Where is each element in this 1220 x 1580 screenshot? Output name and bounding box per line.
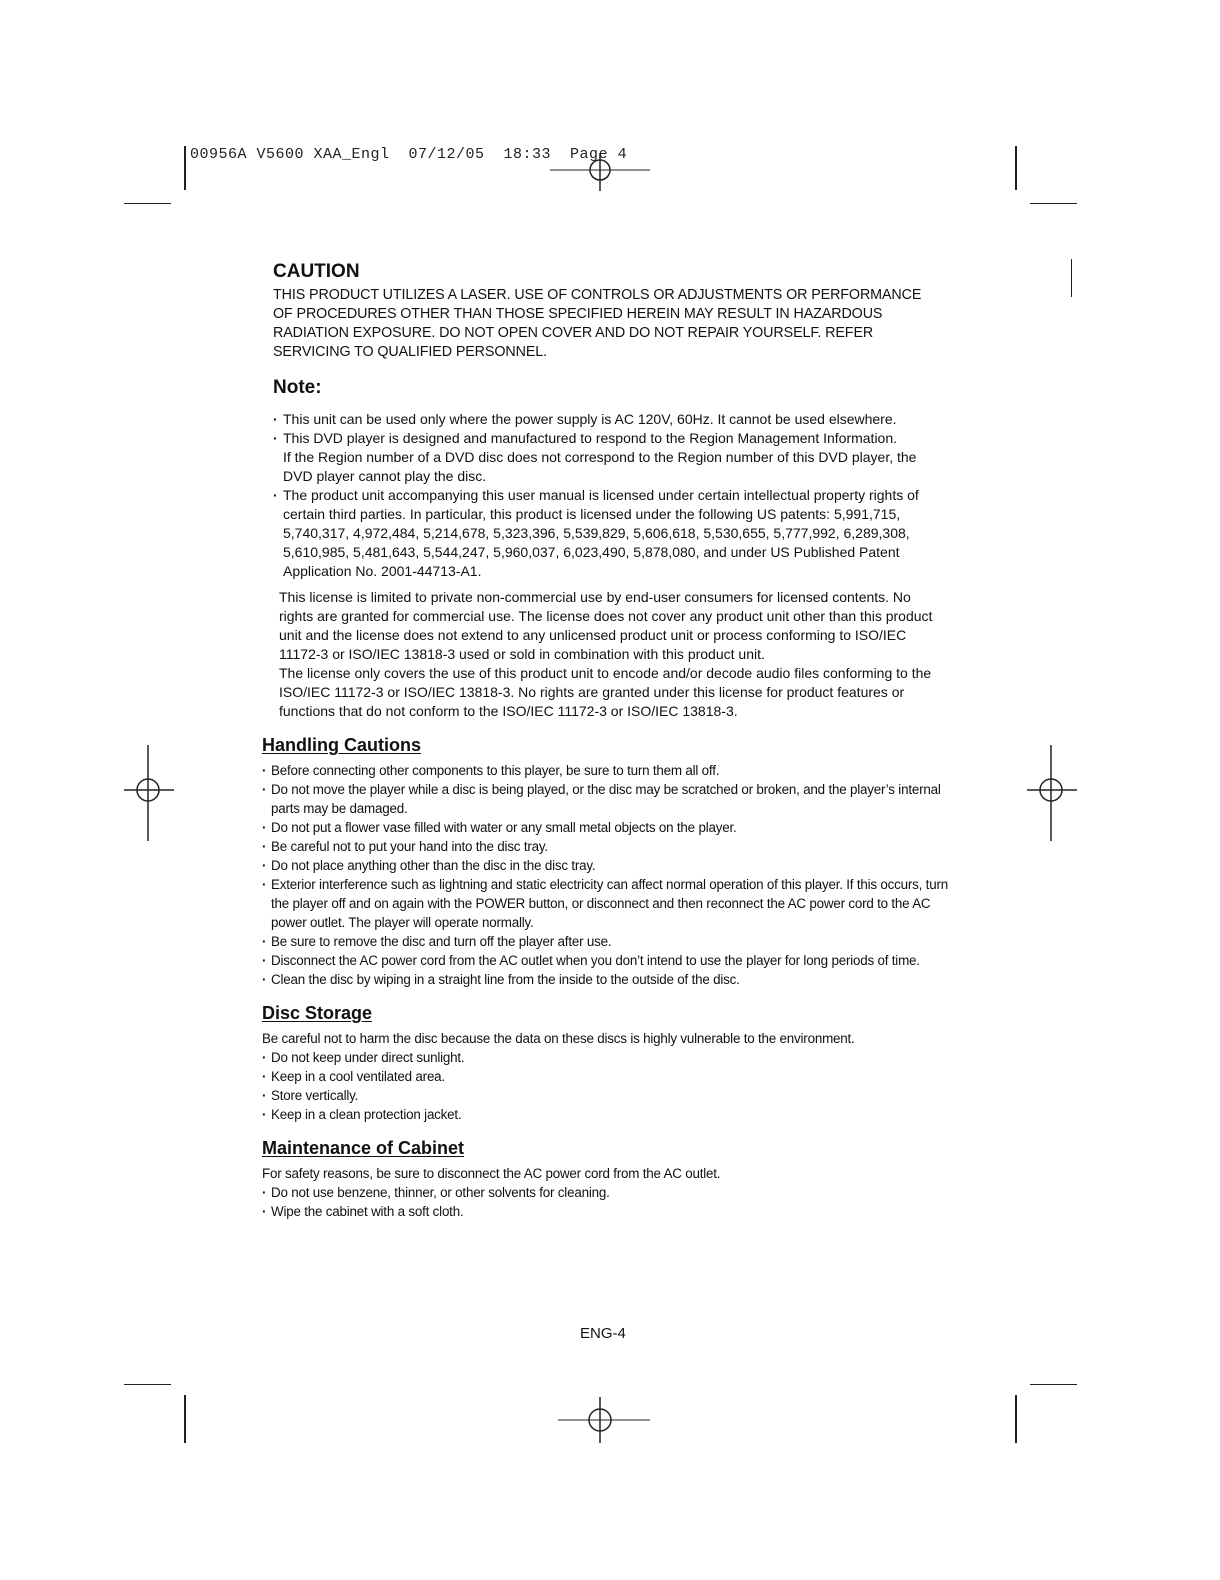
list-item: · Clean the disc by wiping in a straight line from the inside to the outside of the disc.	[262, 970, 951, 989]
disc-storage-heading: Disc Storage	[262, 1003, 373, 1023]
handling-cautions-list	[262, 761, 952, 989]
license-paragraph: The license only covers the use of this product unit to encode and/or decode audio files conforming to the ISO/IEC 11172-3 or ISO/IEC 13818-3. No rights are granted under this license for product features or functions that do not conform to the ISO/IEC 11172-3 or ISO/IEC 13818-3.	[279, 665, 932, 719]
crop-mark-top-right-vertical	[1015, 146, 1017, 190]
crop-mark-bottom-left-horizontal	[124, 1384, 171, 1385]
license-paragraph: This license is limited to private non-commercial use by end-user consumers for licensed contents. No rights are granted for commercial use. The license does not cover any product unit other than this product unit and the license does not extend to any unlicensed product unit or process conforming to ISO/IEC 11172-3 or ISO/IEC 13818-3 used or sold in combination with this product unit.	[279, 589, 933, 662]
print-slug: 00956A V5600 XAA_Engl 07/12/05 18:33 Page 4	[190, 146, 628, 163]
list-item: · Do not place anything other than the disc in the disc tray.	[262, 856, 951, 875]
list-item: · This DVD player is designed and manufactured to respond to the Region Management Information. If the Region number of a DVD disc does not correspond to the Region number of this DVD player, the DVD player cannot play the disc.	[273, 429, 943, 486]
list-item: · Do not put a flower vase filled with water or any small metal objects on the player.	[262, 818, 951, 837]
caution-text: THIS PRODUCT UTILIZES A LASER. USE OF CONTROLS OR ADJUSTMENTS OR PERFORMANCE OF PROCEDURES OTHER THAN THOSE SPECIFIED HEREIN MAY RESULT IN HAZARDOUS RADIATION EXPOSURE. DO NOT OPEN COVER AND DO NOT REPAIR YOURSELF. REFER SERVICING TO QUALIFIED PERSONNEL.	[273, 287, 922, 360]
caution-heading: CAUTION	[273, 261, 360, 282]
crop-mark-bottom-right-vertical	[1015, 1395, 1017, 1443]
crop-mark-top-right-horizontal	[1030, 203, 1077, 204]
list-item: · Be careful not to put your hand into the disc tray.	[262, 837, 951, 856]
list-item: · Disconnect the AC power cord from the AC outlet when you don’t intend to use the player for long periods of time.	[262, 951, 951, 970]
list-item: · This unit can be used only where the power supply is AC 120V, 60Hz. It cannot be used elsewhere.	[273, 410, 943, 429]
manual-page-content	[262, 260, 952, 1221]
list-item: · Keep in a clean protection jacket.	[262, 1105, 951, 1124]
maintenance-intro: For safety reasons, be sure to disconnect the AC power cord from the AC outlet.	[262, 1166, 721, 1181]
list-item: · Keep in a cool ventilated area.	[262, 1067, 951, 1086]
disc-storage-list	[262, 1048, 952, 1124]
page-number: ENG-4	[580, 1325, 626, 1342]
list-item: · Wipe the cabinet with a soft cloth.	[262, 1202, 951, 1221]
list-item: · The product unit accompanying this user manual is licensed under certain intellectual property rights of certain third parties. In particular, this product is licensed under the following US patents: 5,991,715, 5,740,317, 4,972,484, 5,214,678, 5,323,396, 5,539,829, 5,606,618, 5,530,655, 5,777,992, 6,289,308, 5,610,985, 5,481,643, 5,544,247, 5,960,037, 6,023,490, 5,878,080, and under US Published Patent Application No. 2001-44713-A1.	[273, 486, 943, 581]
list-item: · Be sure to remove the disc and turn off the player after use.	[262, 932, 951, 951]
maintenance-list	[262, 1183, 952, 1221]
crop-mark-top-left-horizontal	[124, 203, 171, 204]
note-heading: Note:	[273, 377, 322, 398]
crop-mark-bottom-left-vertical	[184, 1395, 186, 1443]
registration-mark-left-icon	[124, 745, 174, 841]
registration-mark-bottom-icon	[558, 1397, 650, 1443]
margin-rule-right	[1071, 259, 1072, 297]
registration-mark-right-icon	[1027, 745, 1077, 841]
list-item: · Do not move the player while a disc is being played, or the disc may be scratched or broken, and the player’s internal parts may be damaged.	[262, 780, 951, 818]
list-item: · Do not keep under direct sunlight.	[262, 1048, 951, 1067]
list-item: · Do not use benzene, thinner, or other solvents for cleaning.	[262, 1183, 951, 1202]
region-note: If the Region number of a DVD disc does not correspond to the Region number of this DVD player, the DVD player cannot play the disc.	[283, 449, 917, 484]
note-list	[262, 410, 952, 581]
disc-storage-intro: Be careful not to harm the disc because the data on these discs is highly vulnerable to the environment.	[262, 1031, 855, 1046]
list-item: · Before connecting other components to this player, be sure to turn them all off.	[262, 761, 951, 780]
crop-mark-top-left-vertical	[184, 146, 186, 190]
list-item: · Store vertically.	[262, 1086, 951, 1105]
maintenance-heading: Maintenance of Cabinet	[262, 1138, 465, 1158]
crop-mark-bottom-right-horizontal	[1030, 1384, 1077, 1385]
list-item: · Exterior interference such as lightning and static electricity can affect normal operation of this player. If this occurs, turn the player off and on again with the POWER button, or disconnect and then reconnect the AC power cord to the AC power outlet. The player will operate normally.	[262, 875, 951, 932]
handling-cautions-heading: Handling Cautions	[262, 735, 421, 755]
